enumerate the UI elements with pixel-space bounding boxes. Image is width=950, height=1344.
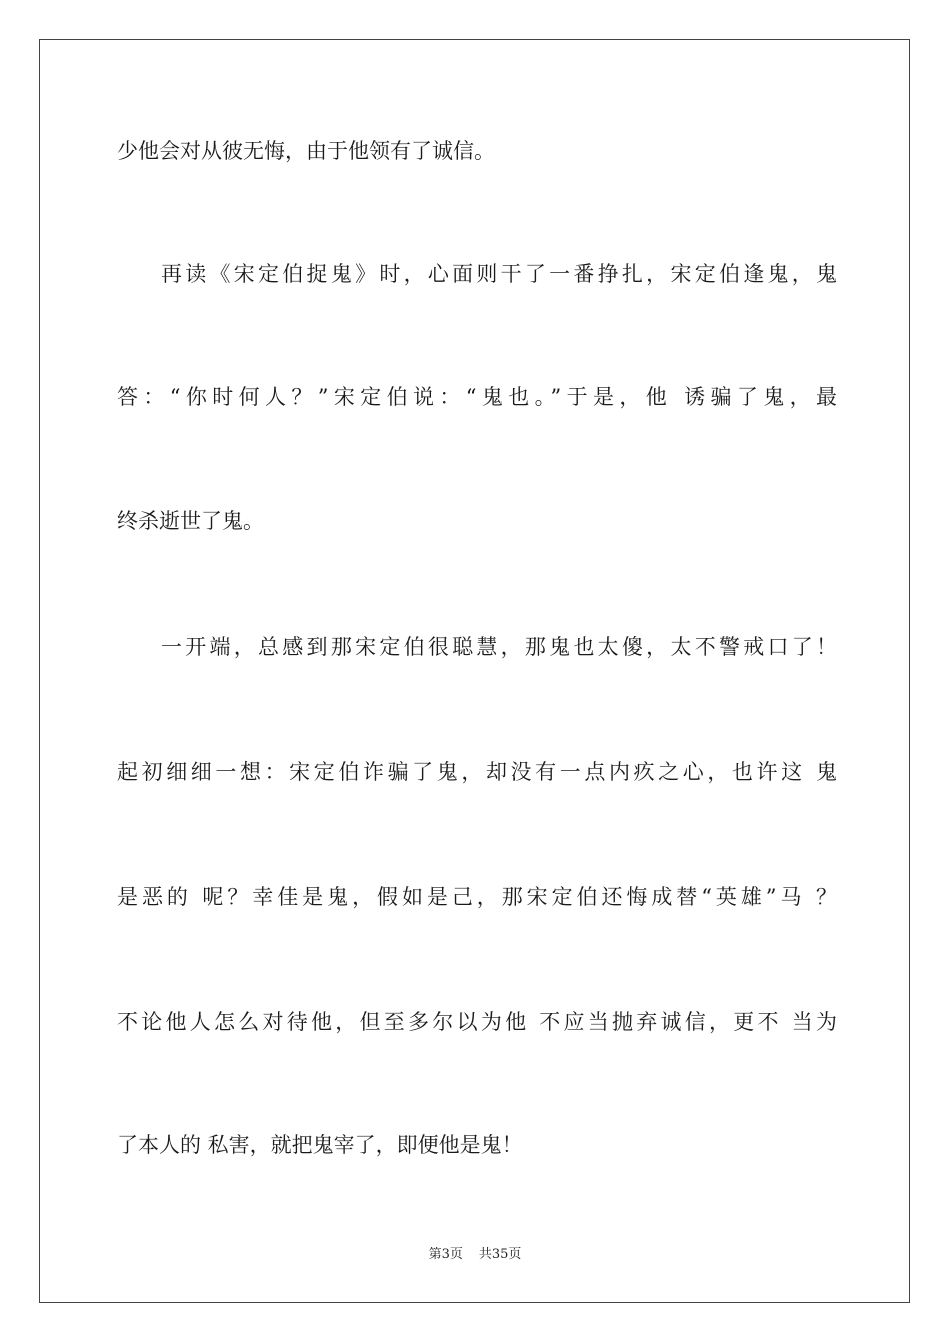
page-border xyxy=(39,39,910,1303)
body-line-4: 终杀逝世了鬼。 xyxy=(117,509,264,533)
body-line-9: 了本人的 私害，就把鬼宰了，即便他是鬼！ xyxy=(117,1133,523,1157)
body-line-1: 少他会对从彼无悔，由于他领有了诚信。 xyxy=(117,139,495,163)
body-line-8: 不论他人怎么对待他，但至多尔以为他 不应当抛弃诚信，更不 当为 xyxy=(117,1010,837,1034)
body-line-2: 再读《宋定伯捉鬼》时，心面则干了一番挣扎，宋定伯逢鬼，鬼 xyxy=(161,262,837,286)
page-footer xyxy=(0,1246,950,1264)
body-line-5: 一开端，总感到那宋定伯很聪慧，那鬼也太傻，太不警戒口了！ xyxy=(161,635,837,659)
page-total: 共35页 xyxy=(478,1247,522,1262)
body-line-3: 答：“你时何人？”宋定伯说：“鬼也。”于是，他 诱骗了鬼，最 xyxy=(117,385,837,409)
body-line-7: 是恶的 呢？幸佳是鬼，假如是己，那宋定伯还悔成替“英雄”马 ？ xyxy=(117,885,837,909)
page-number: 第3页 xyxy=(428,1247,463,1262)
body-line-6: 起初细细一想：宋定伯诈骗了鬼，却没有一点内疚之心，也许这 鬼 xyxy=(117,760,837,784)
